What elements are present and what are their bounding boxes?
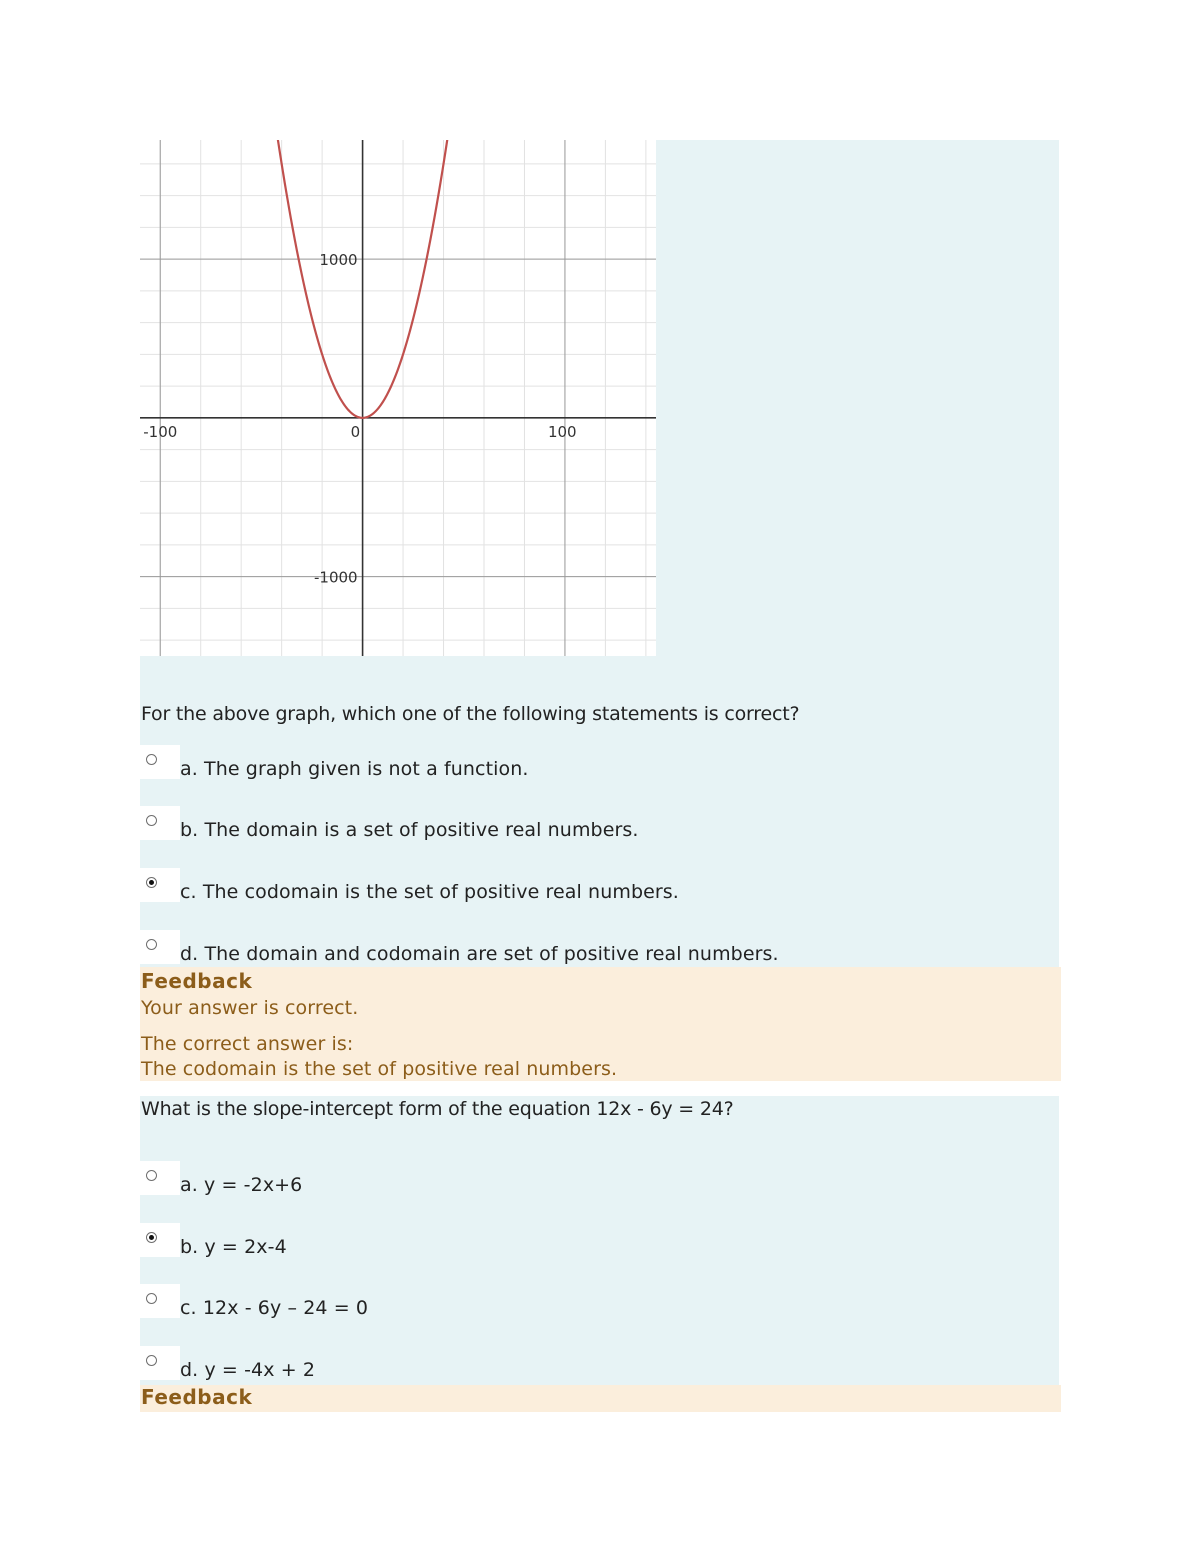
radio-button[interactable] <box>146 1355 157 1366</box>
option-text: y = -4x + 2 <box>204 1359 316 1381</box>
feedback-result: Your answer is correct. <box>141 997 359 1019</box>
y-tick-label: -1000 <box>313 568 358 587</box>
question-2-option-b[interactable] <box>140 1223 900 1257</box>
question-2 <box>140 1096 1059 1386</box>
radio-button[interactable] <box>146 1293 157 1304</box>
x-tick-label: 100 <box>547 422 577 441</box>
option-text: 12x - 6y – 24 = 0 <box>202 1297 369 1319</box>
radio-button-selected[interactable] <box>146 1232 157 1243</box>
option-letter: c. <box>180 1297 197 1319</box>
radio-button[interactable] <box>146 815 157 826</box>
option-text: y = -2x+6 <box>204 1174 303 1196</box>
option-text: The domain is a set of positive real numbers. <box>204 819 639 841</box>
question-1-option-a[interactable] <box>140 745 900 779</box>
radio-button-selected[interactable] <box>146 877 157 888</box>
radio-button[interactable] <box>146 939 157 950</box>
x-tick-label: -100 <box>143 422 178 441</box>
question-2-feedback <box>140 1385 1061 1412</box>
option-letter: a. <box>180 1174 198 1196</box>
option-text: The domain and codomain are set of positive real numbers. <box>204 943 779 965</box>
question-2-option-d[interactable] <box>140 1346 900 1380</box>
option-letter: c. <box>180 881 197 903</box>
radio-button[interactable] <box>146 754 157 765</box>
option-letter: d. <box>180 1359 199 1381</box>
option-text: The graph given is not a function. <box>204 758 529 780</box>
option-text: The codomain is the set of positive real numbers. <box>202 881 679 903</box>
feedback-title: Feedback <box>141 1385 253 1409</box>
option-letter: d. <box>180 943 199 965</box>
option-letter: a. <box>180 758 198 780</box>
question-1-option-d[interactable] <box>140 930 900 964</box>
option-text: y = 2x-4 <box>204 1236 287 1258</box>
y-tick-label: 1000 <box>319 251 358 270</box>
question-1-option-b[interactable] <box>140 806 900 840</box>
option-letter: b. <box>180 819 199 841</box>
question-1-feedback <box>140 967 1061 1081</box>
question-2-option-a[interactable] <box>140 1161 900 1195</box>
question-2-option-c[interactable] <box>140 1284 900 1318</box>
feedback-title: Feedback <box>141 969 253 993</box>
x-tick-label: 0 <box>350 422 361 441</box>
question-1 <box>140 140 1059 967</box>
option-letter: b. <box>180 1236 199 1258</box>
parabola-graph <box>140 140 656 656</box>
question-1-option-c[interactable] <box>140 868 900 902</box>
radio-button[interactable] <box>146 1170 157 1181</box>
question-2-prompt: What is the slope-intercept form of the equation 12x - 6y = 24? <box>141 1098 734 1120</box>
question-1-prompt: For the above graph, which one of the following statements is correct? <box>141 703 800 725</box>
correct-answer-text: The codomain is the set of positive real numbers. <box>141 1058 618 1080</box>
correct-answer-label: The correct answer is: <box>141 1033 354 1055</box>
